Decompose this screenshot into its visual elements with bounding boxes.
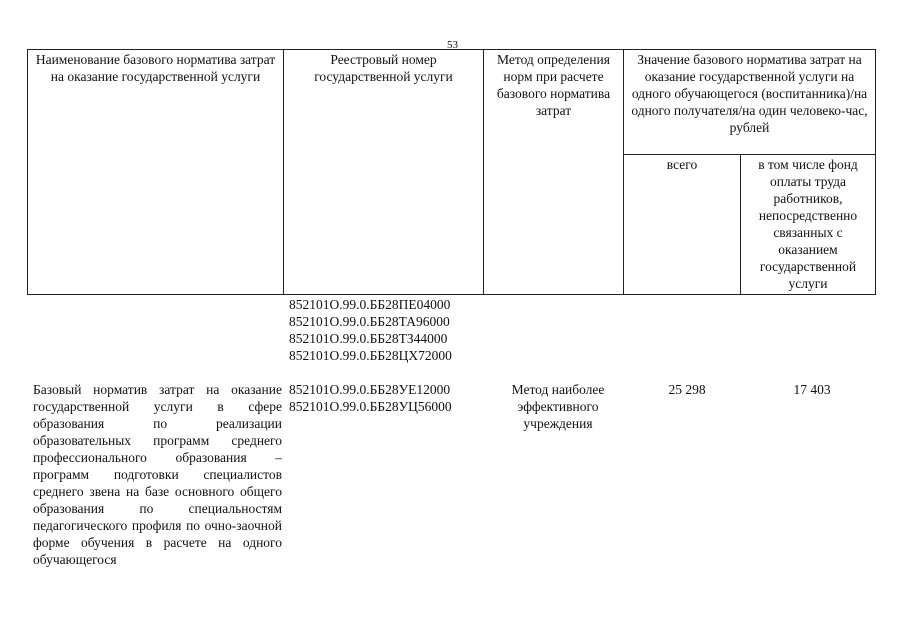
header-name-label: Наименование базового норматива затрат на оказание государственной услуги [35,52,276,84]
table-header [27,49,876,295]
header-labor-fund-label: в том числе фонд оплаты труда работников, непосредственно связанных с оказанием государственной услуги [758,157,858,291]
header-registry-column [284,50,484,295]
registry-code: 852101О.99.0.ББ28ЦХ72000 [289,348,452,363]
header-method-label: Метод определения норм при расчете базового норматива затрат [496,52,611,118]
header-total-column [624,155,741,295]
header-value-group [624,50,876,155]
header-value-group-label: Значение базового норматива затрат на оказание государственной услуги на одного обучающегося (воспитанника)/на одного получателя/на один человеко-час, рублей [631,52,868,135]
row-labor-fund-value: 17 403 [793,382,831,397]
row-total-value: 25 298 [668,382,706,397]
registry-code: 852101О.99.0.ББ28ТА96000 [289,314,450,329]
row-name: Базовый норматив затрат на оказание государственной услуги в сфере образования по реализации образовательных программ среднего профессионального образования – программ подготовки специалистов среднего звена на базе основного общего образования по специальностям педагогического профиля по очно-заочной форме обучения в расчете на одного обучающегося [33,382,282,567]
registry-code: 852101О.99.0.ББ28УЦ56000 [289,399,452,414]
continued-registry-codes [289,296,452,364]
header-registry-label: Реестровый номер государственной услуги [314,52,453,84]
registry-code: 852101О.99.0.ББ28УЕ12000 [289,382,451,397]
row-registry-codes [289,381,452,415]
header-total-label: всего [666,157,698,172]
header-method-column [484,50,624,295]
header-labor-fund-column [741,155,876,295]
registry-code: 852101О.99.0.ББ28ПЕ04000 [289,297,451,312]
registry-code: 852101О.99.0.ББ28ТЗ44000 [289,331,448,346]
row-method: Метод наиболее эффективного учреждения [511,382,605,431]
header-name-column [28,50,284,295]
page-number: 53 [447,39,458,51]
